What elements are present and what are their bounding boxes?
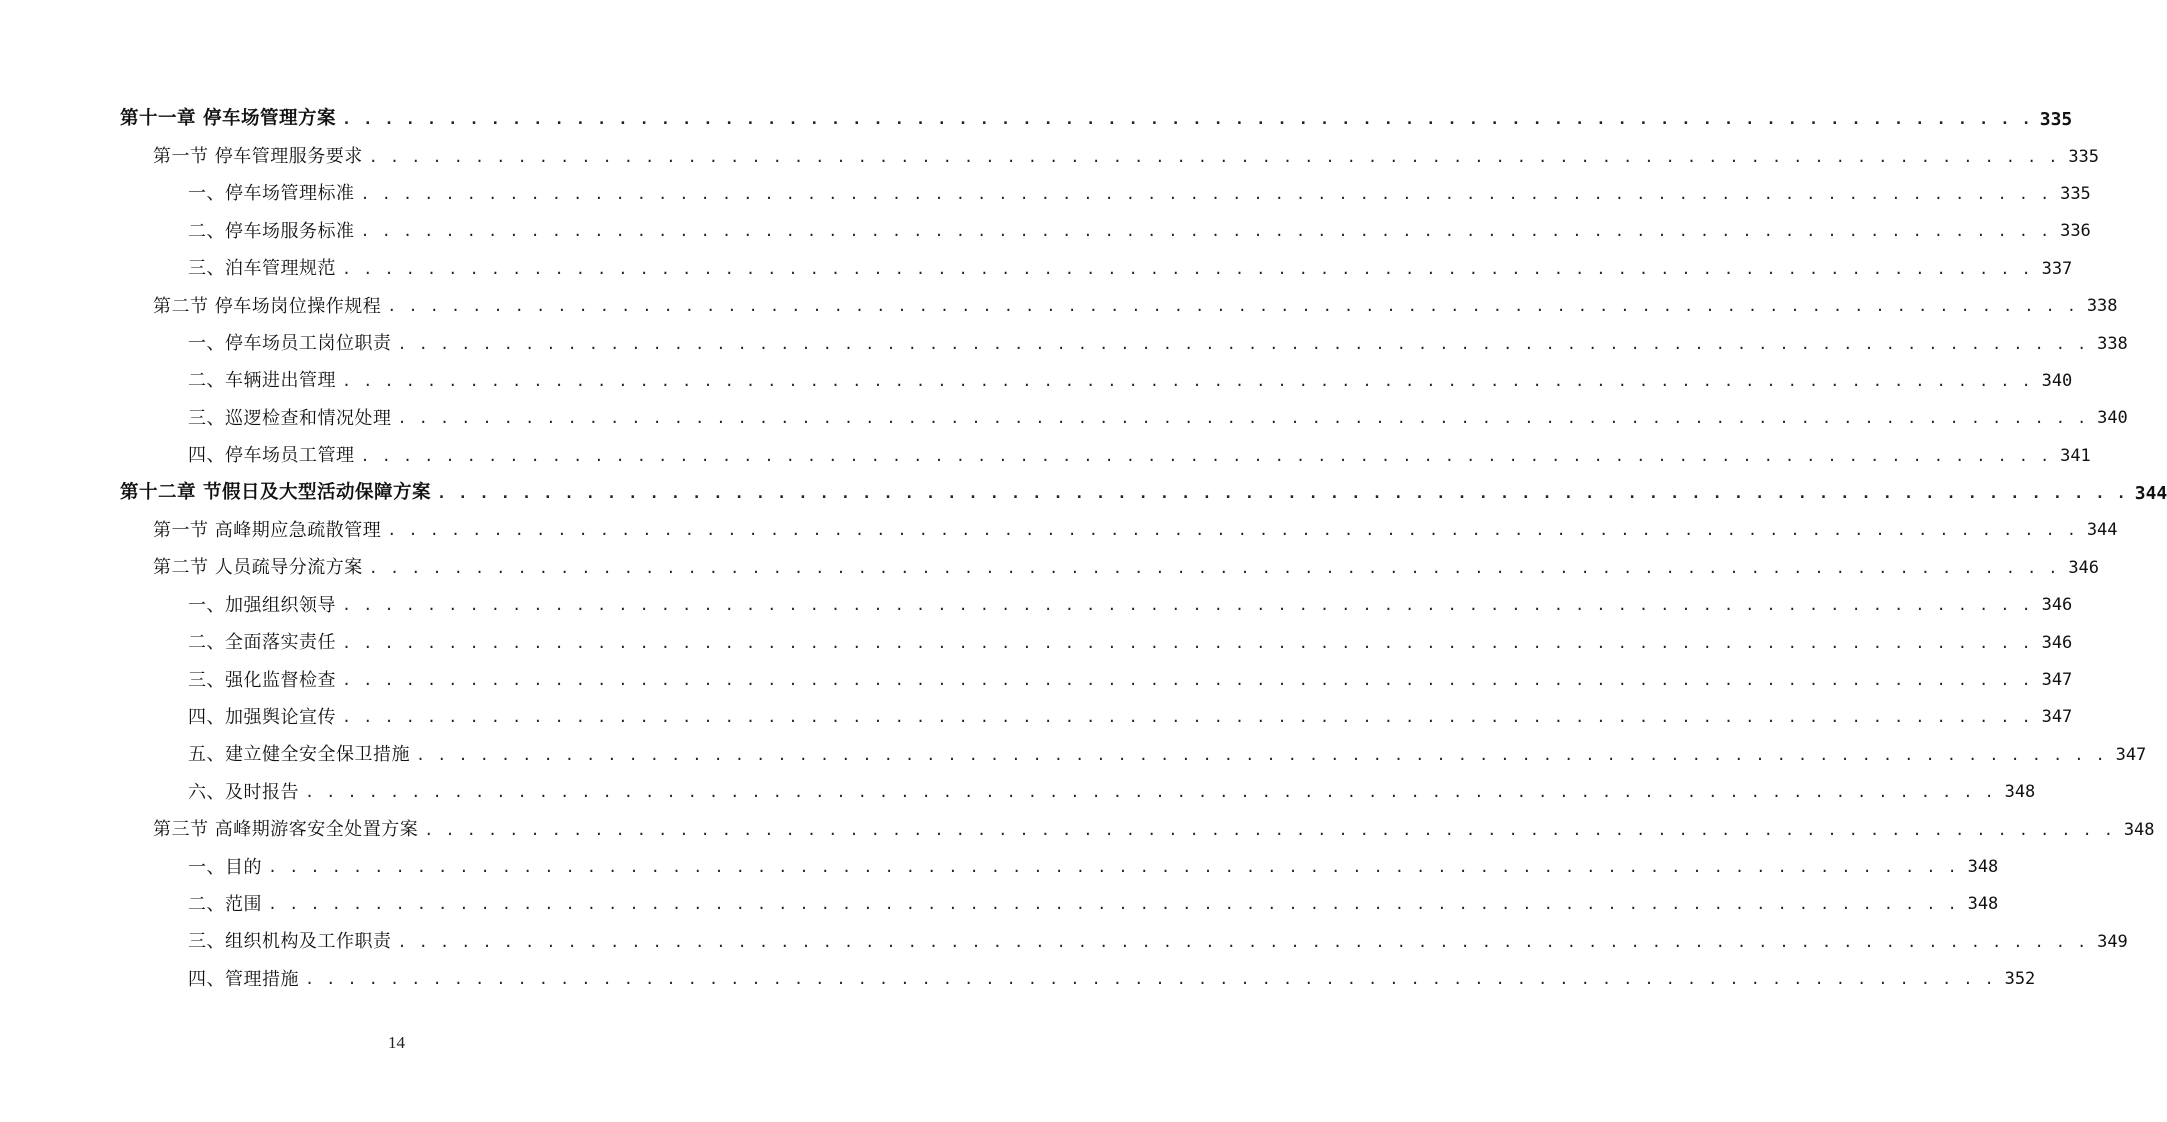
toc-entry-label: 第二节 停车场岗位操作规程 <box>153 295 382 317</box>
toc-entry-level-3[interactable] <box>0 400 2128 437</box>
toc-entry-level-1[interactable] <box>0 475 2167 512</box>
toc-entry-label: 一、停车场员工岗位职责 <box>188 333 392 355</box>
toc-entry-level-2[interactable] <box>0 288 2118 325</box>
toc-entry-level-3[interactable] <box>0 213 2091 250</box>
toc-dot-leader: . . . . . . . . . . . . . . . . . . . . . . . . . . . . . . . . . . . . . . . . . . . . . . . . . . . . . . . . . . . . . . . . . . . . . . . . . . . . . . . . <box>305 783 1996 802</box>
toc-dot-leader: . . . . . . . . . . . . . . . . . . . . . . . . . . . . . . . . . . . . . . . . . . . . . . . . . . . . . . . . . . . . . . . . . . . . . . . . . . . . . . . . <box>342 633 2033 652</box>
toc-dot-leader: . . . . . . . . . . . . . . . . . . . . . . . . . . . . . . . . . . . . . . . . . . . . . . . . . . . . . . . . . . . . . . . . . . . . . . . . . . . . . . . . <box>397 409 2088 428</box>
toc-entry-level-1[interactable] <box>0 101 2073 138</box>
toc-entry-page: 341 <box>2060 445 2091 466</box>
toc-entry-page: 340 <box>2041 370 2073 391</box>
toc-dot-leader: . . . . . . . . . . . . . . . . . . . . . . . . . . . . . . . . . . . . . . . . . . . . . . . . . . . . . . . . . . . . . . . . . . . . . . . . . . . . . . . . <box>342 671 2033 690</box>
toc-entry-label: 四、管理措施 <box>188 968 299 990</box>
toc-entry-page: 347 <box>2115 744 2147 765</box>
toc-entry-page: 347 <box>2041 670 2073 691</box>
toc-dot-leader: . . . . . . . . . . . . . . . . . . . . . . . . . . . . . . . . . . . . . . . . . . . . . . . . . . . . . . . . . . . . . . . . . . . . . . . . . . . . . . . . <box>341 110 2033 129</box>
toc-entry-level-2[interactable] <box>0 512 2118 549</box>
toc-entry-level-3[interactable] <box>0 924 2128 961</box>
toc-entry-page: 346 <box>2041 595 2073 616</box>
toc-entry-page: 335 <box>2068 146 2100 167</box>
toc-entry-label: 三、巡逻检查和情况处理 <box>188 407 392 429</box>
toc-dot-leader: . . . . . . . . . . . . . . . . . . . . . . . . . . . . . . . . . . . . . . . . . . . . . . . . . . . . . . . . . . . . . . . . . . . . . . . . . . . . . . . . <box>436 484 2128 503</box>
toc-entry-label: 二、车辆进出管理 <box>188 370 336 392</box>
toc-entry-label: 第二节 人员疏导分流方案 <box>153 557 363 579</box>
toc-entry-label: 第十一章 停车场管理方案 <box>120 108 336 130</box>
toc-entry-label: 第三节 高峰期游客安全处置方案 <box>153 819 419 841</box>
toc-dot-leader: . . . . . . . . . . . . . . . . . . . . . . . . . . . . . . . . . . . . . . . . . . . . . . . . . . . . . . . . . . . . . . . . . . . . . . . . . . . . . . . . <box>368 558 2060 577</box>
toc-entry-page: 336 <box>2060 221 2091 242</box>
toc-dot-leader: . . . . . . . . . . . . . . . . . . . . . . . . . . . . . . . . . . . . . . . . . . . . . . . . . . . . . . . . . . . . . . . . . . . . . . . . . . . . . . . . <box>342 259 2033 278</box>
toc-entry-page: 347 <box>2041 707 2073 728</box>
toc-entry-page: 349 <box>2097 931 2128 952</box>
toc-dot-leader: . . . . . . . . . . . . . . . . . . . . . . . . . . . . . . . . . . . . . . . . . . . . . . . . . . . . . . . . . . . . . . . . . . . . . . . . . . . . . . . . <box>268 895 1959 914</box>
toc-dot-leader: . . . . . . . . . . . . . . . . . . . . . . . . . . . . . . . . . . . . . . . . . . . . . . . . . . . . . . . . . . . . . . . . . . . . . . . . . . . . . . . . <box>368 147 2060 166</box>
toc-entry-level-3[interactable] <box>0 961 2036 998</box>
toc-entry-page: 338 <box>2097 333 2128 354</box>
toc-entry-level-2[interactable] <box>0 811 2155 848</box>
toc-dot-leader: . . . . . . . . . . . . . . . . . . . . . . . . . . . . . . . . . . . . . . . . . . . . . . . . . . . . . . . . . . . . . . . . . . . . . . . . . . . . . . . . <box>360 222 2051 241</box>
toc-dot-leader: . . . . . . . . . . . . . . . . . . . . . . . . . . . . . . . . . . . . . . . . . . . . . . . . . . . . . . . . . . . . . . . . . . . . . . . . . . . . . . . . <box>416 745 2107 764</box>
toc-entry-page: 344 <box>2134 482 2167 504</box>
toc-entry-level-3[interactable] <box>0 363 2073 400</box>
toc-entry-page: 346 <box>2068 557 2100 578</box>
toc-entry-level-3[interactable] <box>0 699 2073 736</box>
toc-entry-page: 346 <box>2041 632 2073 653</box>
toc-entry-page: 335 <box>2060 183 2091 204</box>
toc-entry-page: 344 <box>2086 520 2118 541</box>
toc-entry-label: 二、停车场服务标准 <box>188 220 355 242</box>
toc-entry-label: 一、停车场管理标准 <box>188 183 355 205</box>
toc-entry-label: 二、全面落实责任 <box>188 632 336 654</box>
toc-entry-page: 348 <box>2004 782 2036 803</box>
toc-dot-leader: . . . . . . . . . . . . . . . . . . . . . . . . . . . . . . . . . . . . . . . . . . . . . . . . . . . . . . . . . . . . . . . . . . . . . . . . . . . . . . . . <box>268 858 1959 876</box>
toc-entry-page: 348 <box>1967 857 1999 877</box>
toc-dot-leader: . . . . . . . . . . . . . . . . . . . . . . . . . . . . . . . . . . . . . . . . . . . . . . . . . . . . . . . . . . . . . . . . . . . . . . . . . . . . . . . . <box>342 371 2033 390</box>
toc-entry-label: 六、及时报告 <box>188 781 299 803</box>
toc-dot-leader: . . . . . . . . . . . . . . . . . . . . . . . . . . . . . . . . . . . . . . . . . . . . . . . . . . . . . . . . . . . . . . . . . . . . . . . . . . . . . . . . <box>360 184 2051 203</box>
toc-entry-label: 二、范围 <box>188 893 262 915</box>
toc-entry-level-3[interactable] <box>0 251 2073 288</box>
toc-dot-leader: . . . . . . . . . . . . . . . . . . . . . . . . . . . . . . . . . . . . . . . . . . . . . . . . . . . . . . . . . . . . . . . . . . . . . . . . . . . . . . . . <box>342 708 2033 727</box>
toc-entry-level-3[interactable] <box>0 438 2091 475</box>
toc-entry-level-3[interactable] <box>0 737 2147 774</box>
toc-entry-label: 四、加强舆论宣传 <box>188 706 336 728</box>
toc-dot-leader: . . . . . . . . . . . . . . . . . . . . . . . . . . . . . . . . . . . . . . . . . . . . . . . . . . . . . . . . . . . . . . . . . . . . . . . . . . . . . . . . <box>387 297 2078 316</box>
toc-dot-leader: . . . . . . . . . . . . . . . . . . . . . . . . . . . . . . . . . . . . . . . . . . . . . . . . . . . . . . . . . . . . . . . . . . . . . . . . . . . . . . . . <box>397 334 2088 353</box>
toc-entry-page: 335 <box>2039 108 2073 130</box>
toc-entry-level-2[interactable] <box>0 138 2100 175</box>
toc-entry-level-3[interactable] <box>0 176 2091 213</box>
toc-dot-leader: . . . . . . . . . . . . . . . . . . . . . . . . . . . . . . . . . . . . . . . . . . . . . . . . . . . . . . . . . . . . . . . . . . . . . . . . . . . . . . . . <box>342 596 2033 615</box>
toc-entry-level-3[interactable] <box>0 587 2073 624</box>
toc-entry-label: 四、停车场员工管理 <box>188 445 355 467</box>
toc-entry-label: 五、建立健全安全保卫措施 <box>188 744 410 766</box>
toc-entry-label: 三、强化监督检查 <box>188 669 336 691</box>
toc-dot-leader: . . . . . . . . . . . . . . . . . . . . . . . . . . . . . . . . . . . . . . . . . . . . . . . . . . . . . . . . . . . . . . . . . . . . . . . . . . . . . . . . <box>387 521 2078 540</box>
toc-entry-level-3[interactable] <box>0 774 2036 811</box>
toc-entry-page: 348 <box>2123 819 2155 840</box>
toc-entry-page: 348 <box>1967 894 1999 915</box>
toc-entry-page: 340 <box>2097 408 2128 429</box>
toc-entry-level-2[interactable] <box>0 550 2100 587</box>
toc-dot-leader: . . . . . . . . . . . . . . . . . . . . . . . . . . . . . . . . . . . . . . . . . . . . . . . . . . . . . . . . . . . . . . . . . . . . . . . . . . . . . . . . <box>397 932 2088 951</box>
toc-entry-level-3[interactable] <box>0 624 2073 661</box>
toc-dot-leader: . . . . . . . . . . . . . . . . . . . . . . . . . . . . . . . . . . . . . . . . . . . . . . . . . . . . . . . . . . . . . . . . . . . . . . . . . . . . . . . . <box>424 820 2115 839</box>
toc-entry-label: 第一节 停车管理服务要求 <box>153 146 363 168</box>
toc-entry-level-3[interactable] <box>0 886 1999 923</box>
toc-entry-level-3[interactable] <box>0 849 1999 886</box>
toc-entry-page: 338 <box>2086 296 2118 317</box>
toc-dot-leader: . . . . . . . . . . . . . . . . . . . . . . . . . . . . . . . . . . . . . . . . . . . . . . . . . . . . . . . . . . . . . . . . . . . . . . . . . . . . . . . . <box>360 446 2051 465</box>
toc-entry-label: 第一节 高峰期应急疏散管理 <box>153 519 382 541</box>
toc-entry-page: 337 <box>2041 258 2073 279</box>
toc-entry-label: 三、泊车管理规范 <box>188 258 336 280</box>
toc-entry-label: 三、组织机构及工作职责 <box>188 931 392 953</box>
toc-dot-leader: . . . . . . . . . . . . . . . . . . . . . . . . . . . . . . . . . . . . . . . . . . . . . . . . . . . . . . . . . . . . . . . . . . . . . . . . . . . . . . . . <box>305 970 1996 989</box>
table-of-contents <box>0 101 2167 998</box>
toc-entry-label: 一、加强组织领导 <box>188 594 336 616</box>
toc-entry-label: 一、目的 <box>188 856 262 878</box>
page-number: 14 <box>388 1033 405 1052</box>
toc-entry-level-3[interactable] <box>0 325 2128 362</box>
toc-entry-label: 第十二章 节假日及大型活动保障方案 <box>120 482 431 504</box>
toc-entry-level-3[interactable] <box>0 662 2073 699</box>
toc-entry-page: 352 <box>2004 969 2036 990</box>
